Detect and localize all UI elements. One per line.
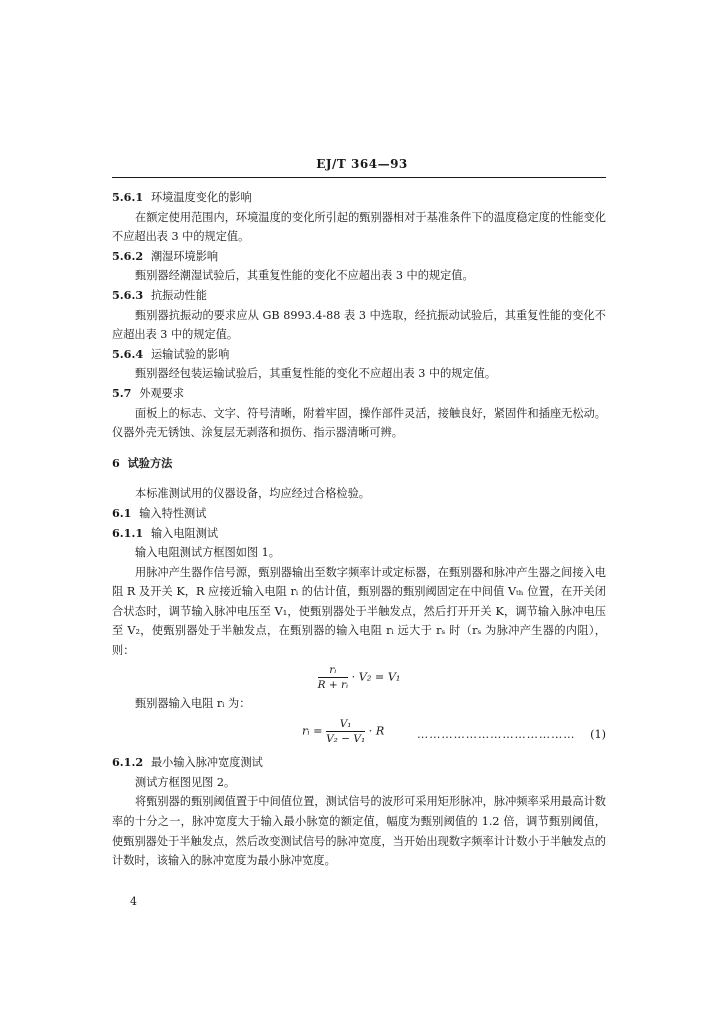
fraction: [318, 663, 349, 692]
header-rule: [112, 177, 606, 178]
section-number: 5.6.3: [112, 287, 144, 302]
section-6-1-heading: [112, 504, 606, 524]
section-5-6-2-body: 甄别器经潮湿试验后，其重复性能的变化不应超出表 3 中的规定值。: [135, 269, 474, 283]
section-5-6-1-body: 在额定使用范围内，环境温度的变化所引起的甄别器相对于基准条件下的温度稳定度的性能变化不应超出表 3 中的规定值。: [112, 210, 606, 244]
section-6-1-2-body-1: 测试方框图见图 2。: [135, 775, 236, 789]
section-6-1-1-heading: [112, 524, 606, 544]
page-number: 4: [130, 895, 137, 908]
section-6-body: 本标准测试用的仪器设备，均应经过合格检验。: [135, 487, 370, 501]
section-5-6-4-heading: [112, 345, 606, 365]
equation-lhs: rᵢ =: [302, 724, 323, 738]
fraction-denominator: R + rᵢ: [317, 678, 349, 691]
section-title: 输入电阻测试: [150, 526, 219, 540]
equation-voltage-divider: [112, 663, 606, 692]
section-5-6-4-body: 甄别器经包装运输试验后，其重复性能的变化不应超出表 3 中的规定值。: [135, 367, 497, 381]
section-number: 6: [112, 455, 120, 470]
section-6-heading: [112, 454, 606, 474]
section-title: 试验方法: [127, 455, 173, 470]
section-title: 环境温度变化的影响: [150, 191, 252, 204]
section-number: 5.7: [112, 385, 132, 400]
document-body: [112, 188, 606, 871]
section-6-1-1-body-2: 用脉冲产生器作信号源，甄别器输出至数字频率计或定标器，在甄别器和脉冲产生器之间接入电阻 R 及开关 K，R 应接近输入电阻 rᵢ 的估计值，甄别器的甄别阈固定在中间值 Vₜₕ 位置，在开关闭合状态时，调节输入脉冲电压至 V₁，使甄别器处于半触发点，然后打开开关 K，调节输入脉冲电压至 V₂，使甄别器处于半触发点，在甄别器的输入电阻 rᵢ 远大于 rₛ 时（rₛ 为脉冲产生器的内阻），则：: [112, 565, 606, 658]
fraction-numerator: rᵢ: [318, 663, 349, 678]
section-5-6-2-heading: [112, 247, 606, 267]
section-title: 抗振动性能: [150, 288, 207, 302]
section-5-7-heading: [112, 384, 606, 404]
section-6-1-1-body-1: 输入电阻测试方框图如图 1。: [135, 546, 280, 560]
section-number: 5.6.4: [112, 346, 144, 361]
section-number: 6.1.1: [112, 525, 144, 540]
fraction-denominator: V₂ − V₁: [326, 733, 366, 746]
document-code-header: EJ/T 364—93: [316, 157, 408, 171]
section-title: 运输试验的影响: [150, 347, 230, 361]
section-title: 外观要求: [139, 386, 185, 400]
equation-rest: · V₂ = V₁: [351, 670, 401, 684]
section-5-6-3-heading: [112, 286, 606, 306]
section-5-6-3-body: 甄别器抗振动的要求应从 GB 8993.4-88 表 3 中选取，经抗振动试验后，其重复性能的变化不应超出表 3 中的规定值。: [112, 308, 606, 342]
equation-number: (1): [590, 728, 606, 742]
fraction: [326, 717, 365, 746]
section-number: 6.1.2: [112, 755, 144, 770]
section-title: 潮湿环境影响: [150, 249, 219, 263]
section-6-1-2-body-2: 将甄别器的甄别阈值置于中间值位置，测试信号的波形可采用矩形脉冲，脉冲频率采用最高计数率的十分之一，脉冲宽度大于输入最小脉宽的额定值，幅度为甄别阈值的 1.2 倍，调节甄别阈值，使甄别器处于半触发点，然后改变测试信号的脉冲宽度，当开始出现数字频率计计数小于半触发点的计数时，该输入的脉冲宽度为最小脉冲宽度。: [112, 795, 606, 868]
section-title: 最小输入脉冲宽度测试: [150, 756, 263, 770]
section-6-1-2-heading: [112, 753, 606, 773]
equation-body: [302, 717, 384, 746]
section-number: 6.1: [112, 505, 132, 520]
leader-dots: …………………………………: [417, 728, 576, 742]
section-number: 5.6.1: [112, 190, 144, 204]
section-6-1-1-body-3: 甄别器输入电阻 rᵢ 为：: [135, 696, 251, 710]
section-5-7-body: 面板上的标志、文字、符号清晰，附着牢固，操作部件灵活，接触良好，紧固件和插座无松动。仪器外壳无锈蚀、涂复层无剥落和损伤、指示器清晰可辨。: [112, 406, 606, 440]
section-number: 5.6.2: [112, 248, 144, 263]
equation-rest: · R: [368, 724, 385, 738]
section-5-6-1-heading: [112, 188, 606, 208]
equation-1-input-resistance: [112, 713, 606, 753]
section-title: 输入特性测试: [139, 506, 207, 520]
fraction-numerator: V₁: [326, 717, 365, 732]
